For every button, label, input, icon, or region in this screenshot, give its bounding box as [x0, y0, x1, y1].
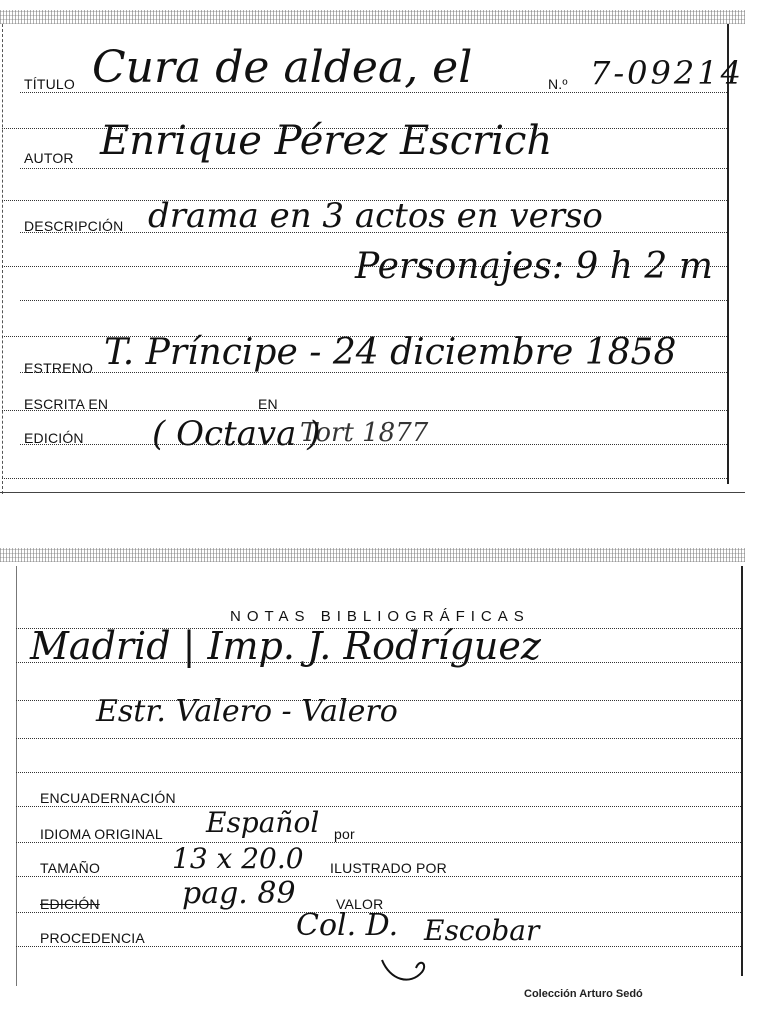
numero-value: 7-09214 — [590, 54, 744, 92]
card-left-edge — [16, 566, 17, 986]
autor-label: AUTOR — [24, 150, 74, 166]
titulo-value: Cura de aldea, el — [92, 42, 473, 93]
descripcion-label: DESCRIPCIÓN — [24, 218, 124, 234]
edicion-label: EDICIÓN — [24, 430, 84, 446]
idioma-original-label: IDIOMA ORIGINAL — [40, 826, 163, 842]
card-right-edge — [741, 566, 743, 976]
encuadernacion-label: ENCUADERNACIÓN — [40, 790, 176, 806]
titulo-label: TÍTULO — [24, 76, 75, 92]
tamano-label: TAMAÑO — [40, 860, 101, 876]
catalog-card-notes — [0, 540, 759, 1000]
rule-line — [2, 478, 727, 479]
rule-line — [16, 738, 741, 739]
notas-line-1: Madrid | Imp. J. Rodríguez — [30, 624, 541, 668]
procedencia-label: PROCEDENCIA — [40, 930, 145, 946]
numero-label: N.º — [548, 76, 568, 92]
card-top-edge — [0, 548, 745, 562]
collection-credit: Colección Arturo Sedó — [524, 988, 643, 1000]
edicion-label-struck: EDICIÓN — [40, 896, 100, 912]
notas-line-2: Estr. Valero - Valero — [96, 694, 398, 729]
rule-line — [20, 300, 727, 301]
signature-flourish — [380, 950, 440, 990]
notas-bibliograficas-title: NOTAS BIBLIOGRÁFICAS — [230, 608, 530, 625]
edicion-value: ( Octava ) — [152, 414, 321, 454]
rule-line — [20, 168, 727, 169]
personajes-value: Personajes: 9 h 2 m — [355, 246, 713, 287]
rule-line — [16, 772, 741, 773]
rule-line — [16, 876, 741, 877]
tamano-value: 13 x 20.0 — [172, 842, 304, 875]
edicion-extra: Tort 1877 — [300, 418, 429, 448]
rule-line — [16, 946, 741, 947]
card-top-edge — [0, 10, 745, 24]
rule-line — [16, 842, 741, 843]
descripcion-value: drama en 3 actos en verso — [148, 196, 603, 236]
estreno-label: ESTRENO — [24, 360, 94, 376]
escrita-en-label: ESCRITA EN — [24, 396, 109, 412]
ilustrado-por-label: ILUSTRADO POR — [330, 860, 447, 876]
rule-line — [2, 410, 727, 411]
autor-value: Enrique Pérez Escrich — [100, 118, 553, 164]
idioma-original-value: Español — [206, 806, 320, 839]
en-label: EN — [258, 396, 278, 412]
por-label: por — [334, 826, 355, 842]
procedencia-value: Col. D. — [296, 908, 399, 943]
card-right-edge — [727, 24, 729, 484]
card-left-edge — [2, 24, 3, 494]
estreno-value: T. Príncipe - 24 diciembre 1858 — [104, 332, 677, 373]
procedencia-name: Escobar — [424, 914, 540, 947]
catalog-card-main — [0, 0, 759, 495]
rule-line — [16, 806, 741, 807]
valor-label: VALOR — [336, 896, 384, 912]
edicion-pages-value: pag. 89 — [182, 876, 296, 911]
card-bottom-edge — [0, 492, 745, 493]
